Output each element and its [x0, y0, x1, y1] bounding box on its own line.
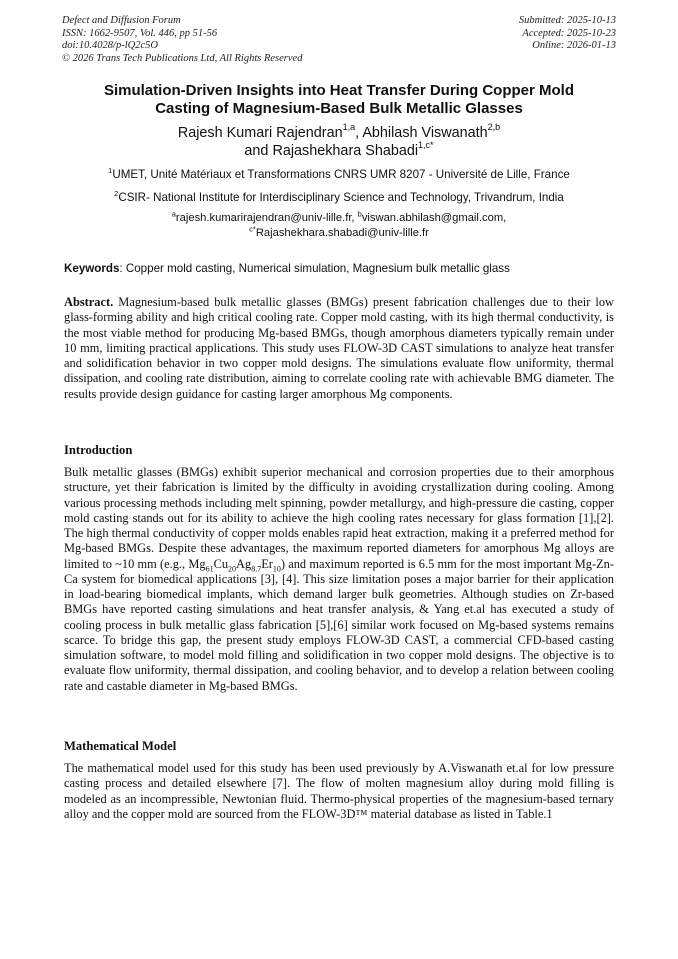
- email-c[interactable]: Rajashekhara.shabadi@univ-lille.fr: [255, 226, 429, 239]
- formula-sub-er: 10: [272, 563, 281, 573]
- journal-name: Defect and Diffusion Forum: [62, 15, 181, 26]
- submitted-date: Submitted: 2025-10-13: [518, 15, 616, 26]
- keywords-label: Keywords: [64, 262, 120, 275]
- keywords: [64, 261, 614, 276]
- publication-dates: [519, 15, 616, 53]
- formula-element-mg: Mg: [188, 556, 206, 571]
- author-emails: [40, 211, 638, 240]
- online-date: Online: 2026-01-13: [532, 40, 616, 52]
- formula-element-er: Er: [261, 556, 273, 571]
- author-1-name: Rajesh Kumari Rajendran: [177, 125, 343, 141]
- paper-title: [40, 82, 638, 118]
- doi[interactable]: doi:10.4028/p-lQ2c5O: [62, 40, 158, 52]
- abstract: [64, 295, 614, 402]
- author-joiner: and: [244, 143, 273, 159]
- intro-text-part-1: Bulk metallic glasses (BMGs) exhibit superior mechanical and corrosion properties due to their amorphous structure, yet their fabrication is limited by the difficulty in avoiding crystallization during cooling. Among various processing methods including melt spinning, powder metallurgy, and high-pressure die casting, copper mold casting stands out for its ability to achieve the high cooling rates necessary for glass formation [1],[2]. The high thermal conductivity of copper molds enables rapid heat extraction, making it a preferred method for Mg-based BMGs. Despite these advantages, the maximum reported diameters for amorphous Mg alloys are limited to ~10 mm (e.g.,: [64, 465, 614, 571]
- author-3-name: Rajashekhara Shabadi: [272, 143, 419, 159]
- accepted-date: Accepted: 2025-10-23: [522, 27, 616, 39]
- author-2-name: Abhilash Viswanath: [362, 125, 488, 141]
- mathematical-model-heading: Mathematical Model: [64, 739, 177, 753]
- author-list: [40, 124, 638, 160]
- formula-sub-ag: 8.7: [251, 563, 262, 573]
- keywords-text: : Copper mold casting, Numerical simulation, Magnesium bulk metallic glass: [119, 262, 510, 275]
- journal-info: [62, 15, 302, 65]
- email-c-marker: c*: [249, 223, 256, 233]
- affiliation-1: [30, 167, 648, 182]
- affiliation-2-marker: 2: [114, 189, 119, 199]
- formula-sub-cu: 20: [228, 563, 237, 573]
- author-separator: ,: [355, 125, 363, 141]
- email-b[interactable]: viswan.abhilash@gmail.com,: [361, 212, 507, 224]
- affiliation-2-text: CSIR- National Institute for Interdisciplinary Science and Technology, Trivandrum, India: [118, 191, 564, 204]
- formula-sub-mg: 61: [205, 563, 214, 573]
- intro-text-part-2: ) and maximum reported is 6.5 mm for the most important Mg-Zn-Ca system for biomedical applications [3], [4]. This size limitation poses a major barrier for their application in load-bearing biomedical implants, which demand larger bulk geometries. Although studies on Zr-based BMGs have reported casting simulations and heat transfer analysis, & Yang et.al has executed a study of cooling process in bulk metallic glass fabrication [5],[6] similar work focused on Mg-based systems remains scarce. To bridge this gap, the present study employs FLOW-3D CAST, a commercial CFD-based casting simulation software, to model mold filling and solidification in two copper mold designs. The objective is to evaluate flow uniformity, thermal dissipation, and cooling behavior, and to develop a relation between cooling rate and castable diameter in Mg-based BMGs.: [64, 556, 614, 693]
- title-line-1: Simulation-Driven Insights into Heat Transfer During Copper Mold: [103, 82, 575, 99]
- introduction-heading: Introduction: [64, 443, 133, 457]
- copyright: © 2026 Trans Tech Publications Ltd, All Rights Reserved: [62, 52, 303, 64]
- email-b-marker: b: [357, 209, 362, 219]
- abstract-text: Magnesium-based bulk metallic glasses (BMGs) present fabrication challenges due to their low glass-forming ability and high critical cooling rate. Copper mold casting, with its high thermal conductivity, is the most viable method for producing Mg-based BMGs, though amorphous diameters typically remain under 10 mm, limiting practical applications. This study uses FLOW-3D CAST simulations to analyze heat transfer and solidification behavior in two copper mold designs. The simulations evaluate flow uniformity, thermal dissipation, and cooling rate distribution, aiming to correlate cooling rate with achievable BMG diameter. The results provide design guidance for casting larger amorphous Mg components.: [64, 295, 614, 401]
- affiliation-1-marker: 1: [108, 166, 113, 176]
- author-2-affiliation-marker: 2,b: [487, 122, 501, 133]
- affiliation-2: [30, 190, 648, 205]
- abstract-label: Abstract.: [64, 295, 114, 309]
- mathematical-model-paragraph: The mathematical model used for this study has been used previously by A.Viswanath et.al for low pressure casting process and detailed elsewhere [7]. The flow of molten magnesium alloy during mold filling is modeled as an incompressible, Newtonian fluid. Thermo-physical properties of the magnesium-based ternary alloy and the copper mold are sourced from the FLOW-3D™ material database as listed in Table.1: [64, 761, 614, 821]
- formula-element-ag: Ag: [236, 556, 252, 571]
- author-1-affiliation-marker: 1,a: [342, 122, 356, 133]
- email-a[interactable]: rajesh.kumarirajendran@univ-lille.fr,: [175, 212, 358, 224]
- formula-element-cu: Cu: [213, 556, 229, 571]
- issn-volume: ISSN: 1662-9507, Vol. 446, pp 51-56: [62, 27, 218, 39]
- email-a-marker: a: [171, 209, 176, 219]
- title-line-2: Casting of Magnesium-Based Bulk Metallic Glasses: [155, 100, 523, 117]
- author-3-affiliation-marker: 1,c*: [418, 140, 434, 151]
- alloy-formula: [188, 557, 281, 571]
- introduction-paragraph: [64, 465, 614, 694]
- affiliation-1-text: UMET, Unité Matériaux et Transformations CNRS UMR 8207 - Université de Lille, France: [112, 168, 570, 181]
